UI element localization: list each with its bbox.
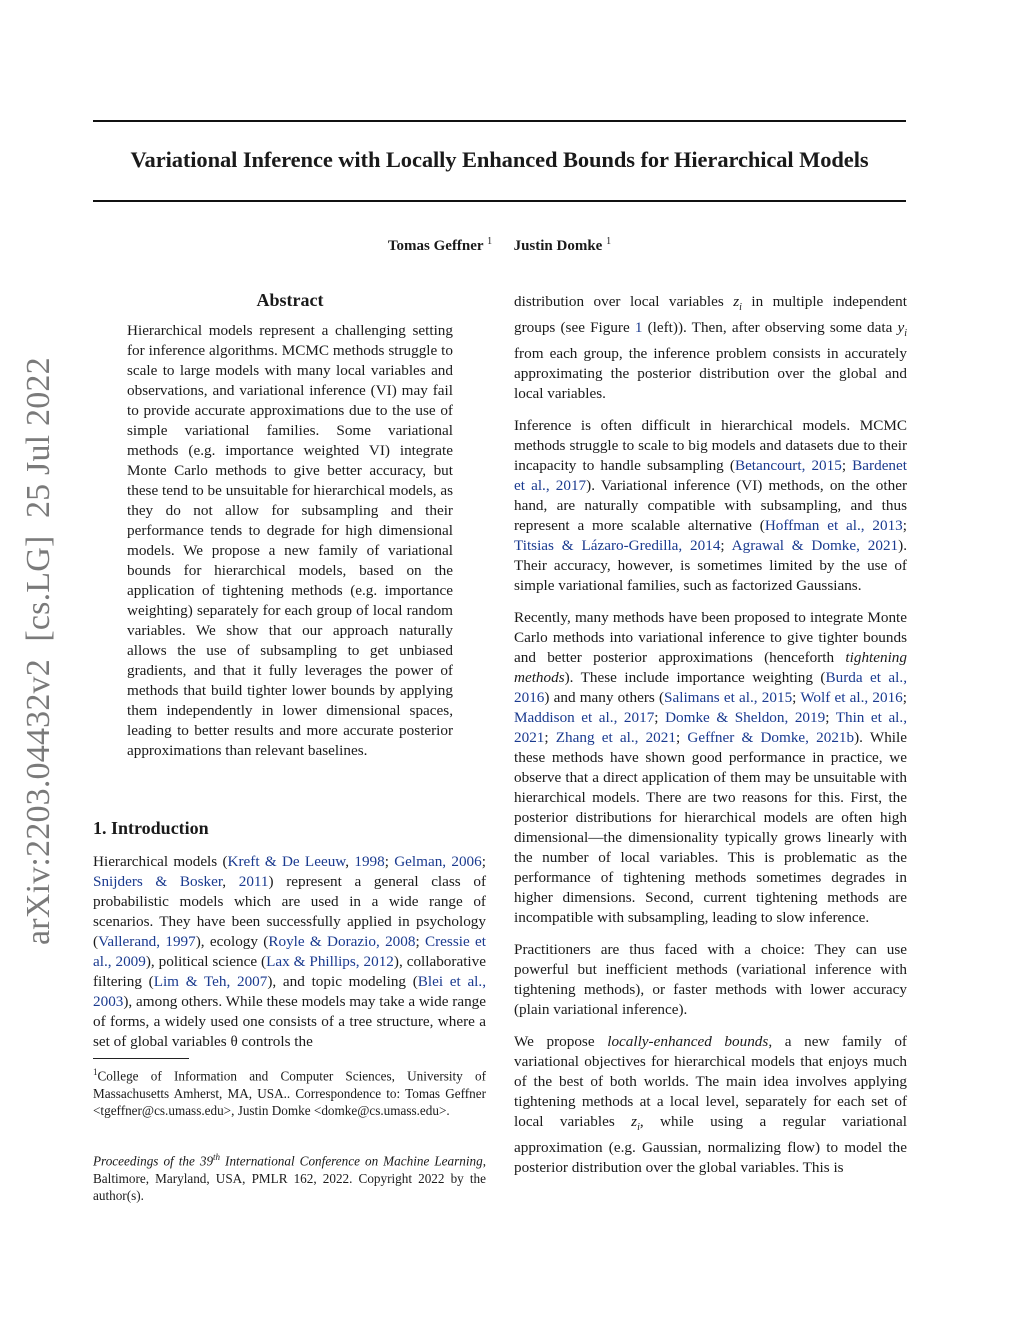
citation-link[interactable]: Royle & Dorazio, 2008 [268, 933, 416, 950]
author-affiliation-mark: 1 [606, 236, 612, 247]
citation-link[interactable]: Salimans et al., 2015 [664, 689, 793, 707]
introduction-left-text [93, 852, 486, 1064]
arxiv-sidebar [0, 0, 57, 945]
intro-paragraph: Hierarchical models (Kreft & De Leeuw, 1998; Gelman, 2006; Snijders & Bosker, 2011) represent a general class of probabilistic models which are used in a wide range of scenarios. They have been successfully applied in psychology (Vallerand, 1997), ecology (Royle & Dorazio, 2008; Cressie et al., 2009), political science (Lax & Phillips, 2012), collaborative filtering (Lim & Teh, 2007), and topic modeling (Blei et al., 2003), among others. While these models may take a wide range of forms, a widely used one consists of a tree structure, where a set of global variables θ controls the [93, 853, 487, 1050]
citation-link[interactable]: Blei et al., 2003 [93, 973, 486, 1010]
citation-link[interactable]: Geffner & Domke, 2021b [687, 729, 855, 747]
abstract-text [127, 321, 453, 773]
citation-link[interactable]: Wolf et al., 2016 [800, 689, 903, 707]
proceedings-note: Proceedings of the 39th International Conference on Machine Learning, Baltimore, Maryland, USA, PMLR 162, 2022. Copyright 2022 by the author(s). [93, 1152, 486, 1204]
citation-link[interactable]: Gelman, 2006 [394, 853, 482, 870]
citation-link[interactable]: Zhang et al., 2021 [555, 729, 676, 747]
section-heading-introduction: 1. Introduction [93, 818, 209, 838]
figure-link[interactable]: 1 [634, 319, 643, 337]
citation-link[interactable]: Thin et al., 2021 [514, 709, 907, 747]
author-affiliation-mark: 1 [487, 236, 493, 247]
arxiv-stamp: arXiv:2203.04432v2 [cs.LG] 25 Jul 2022 [20, 357, 57, 945]
paper-title: Variational Inference with Locally Enhanced Bounds for Hierarchical Models [130, 147, 869, 172]
affiliation-footnote [93, 1064, 486, 1120]
citation-link[interactable]: Burda et al., 2016 [514, 669, 907, 707]
citation-link[interactable]: Lax & Phillips, 2012 [266, 953, 394, 970]
body-paragraph: We propose locally-enhanced bounds, a new family of variational objectives for hierarchical models that enjoys much of the best of both worlds. The main idea involves applying tightening methods at a local level, separately for each set of local variables $z_i$, while using a regular variational approximation (e.g. Gaussian, normalizing flow) to model the posterior distribution over the global variables. This is [514, 1033, 907, 1177]
citation-link[interactable]: Snijders & Bosker [93, 873, 223, 890]
footnote-mark: 1 [93, 1067, 98, 1077]
abstract-heading: Abstract [256, 290, 324, 310]
citation-link[interactable]: Titsias & Lázaro-Gredilla, 2014 [514, 537, 721, 555]
body-paragraph: Recently, many methods have been proposed to integrate Monte Carlo methods into variational inference to give tighter bounds and better posterior approximations (henceforth tightening methods). These include importance weighting (Burda et al., 2016) and many others (Salimans et al., 2015; Wolf et al., 2016; Maddison et al., 2017; Domke & Sheldon, 2019; Thin et al., 2021; Zhang et al., 2021; Geffner & Domke, 2021b). While these methods have shown good performance in practice, we observe that a direct application of them may be unsuitable with hierarchical models. There are two reasons for this. First, the posterior distributions for hierarchical models are often high dimensional—the dimensionality typically grows linearly with the number of local variables. This is problematic as the performance of tightening methods sometimes degrades in higher dimensions. Second, current tightening methods are incompatible with subsampling, leading to slow inference. [514, 609, 907, 927]
citation-link[interactable]: 2011 [238, 873, 269, 890]
citation-link[interactable]: 1998 [354, 853, 385, 870]
citation-link[interactable]: Lim & Teh, 2007 [153, 973, 268, 990]
title-bottom-rule [93, 200, 906, 202]
body-paragraph: Inference is often difficult in hierarchical models. MCMC methods struggle to scale to big models and datasets due to their incapacity to handle subsampling (Betancourt, 2015; Bardenet et al., 2017). Variational inference (VI) methods, on the other hand, are naturally compatible with subsampling, and thus represent a more scalable alternative (Hoffman et al., 2013; Titsias & Lázaro-Gredilla, 2014; Agrawal & Domke, 2021). Their accuracy, however, is sometimes limited by the use of simple variational families, such as factorized Gaussians. [514, 417, 908, 595]
footnote-text: College of Information and Computer Sciences, University of Massachusetts Amherst, MA, USA.. Correspondence to: Tomas Geffner <tgeffner@cs.umass.edu>, Justin Domke <domke@cs.umass.edu>. [93, 1068, 486, 1119]
author-list [93, 236, 906, 255]
citation-link[interactable]: Domke & Sheldon, 2019 [665, 709, 826, 727]
citation-link[interactable]: Agrawal & Domke, 2021 [731, 537, 899, 555]
citation-link[interactable]: Bardenet et al., 2017 [514, 457, 907, 495]
citation-link[interactable]: Kreft & De Leeuw [227, 853, 346, 870]
author-name: Justin Domke [513, 238, 603, 254]
right-column-text [514, 292, 907, 1190]
author-name: Tomas Geffner [387, 238, 484, 254]
abstract-paragraph: Hierarchical models represent a challenging setting for inference algorithms. MCMC methods struggle to scale to large models with many local variables and observations, and variational inference (VI) may fail to provide accurate approximations due to the use of simple variational families. Some variational methods (e.g. importance weighted VI) integrate Monte Carlo methods to give better accuracy, but these tend to be unsuitable for hierarchical models, as they do not allow for subsampling and their performance tends to degrade for high dimensional models. We propose a new family of variational bounds for hierarchical models, based on the application of tightening methods (e.g. importance weighting) separately for each group of local random variables. We show that our approach naturally allows the use of subsampling to get unbiased gradients, and that it fully leverages the power of methods that build tighter lower bounds by applying them independently in lower dimensional spaces, leading to better results and more accurate posterior approximations than relevant baselines. [127, 322, 453, 759]
body-paragraph: distribution over local variables $z_i$ in multiple independent groups (see Figure 1 (left)). Then, after observing some data $y_i$ from each group, the inference problem consists in accurately approximating the posterior distribution over the global and local variables. [514, 293, 907, 403]
footnote-rule [93, 1058, 189, 1059]
citation-link[interactable]: Hoffman et al., 2013 [764, 517, 903, 535]
citation-link[interactable]: Cressie et al., 2009 [93, 933, 486, 970]
citation-link[interactable]: Maddison et al., 2017 [514, 709, 655, 727]
body-paragraph: Practitioners are thus faced with a choice: They can use powerful but inefficient methods (variational inference with tightening methods), or faster methods with lower accuracy (plain variational inference). [514, 941, 907, 1019]
citation-link[interactable]: Vallerand, 1997 [98, 933, 196, 950]
title-top-rule [93, 120, 906, 122]
citation-link[interactable]: Betancourt, 2015 [734, 457, 842, 475]
